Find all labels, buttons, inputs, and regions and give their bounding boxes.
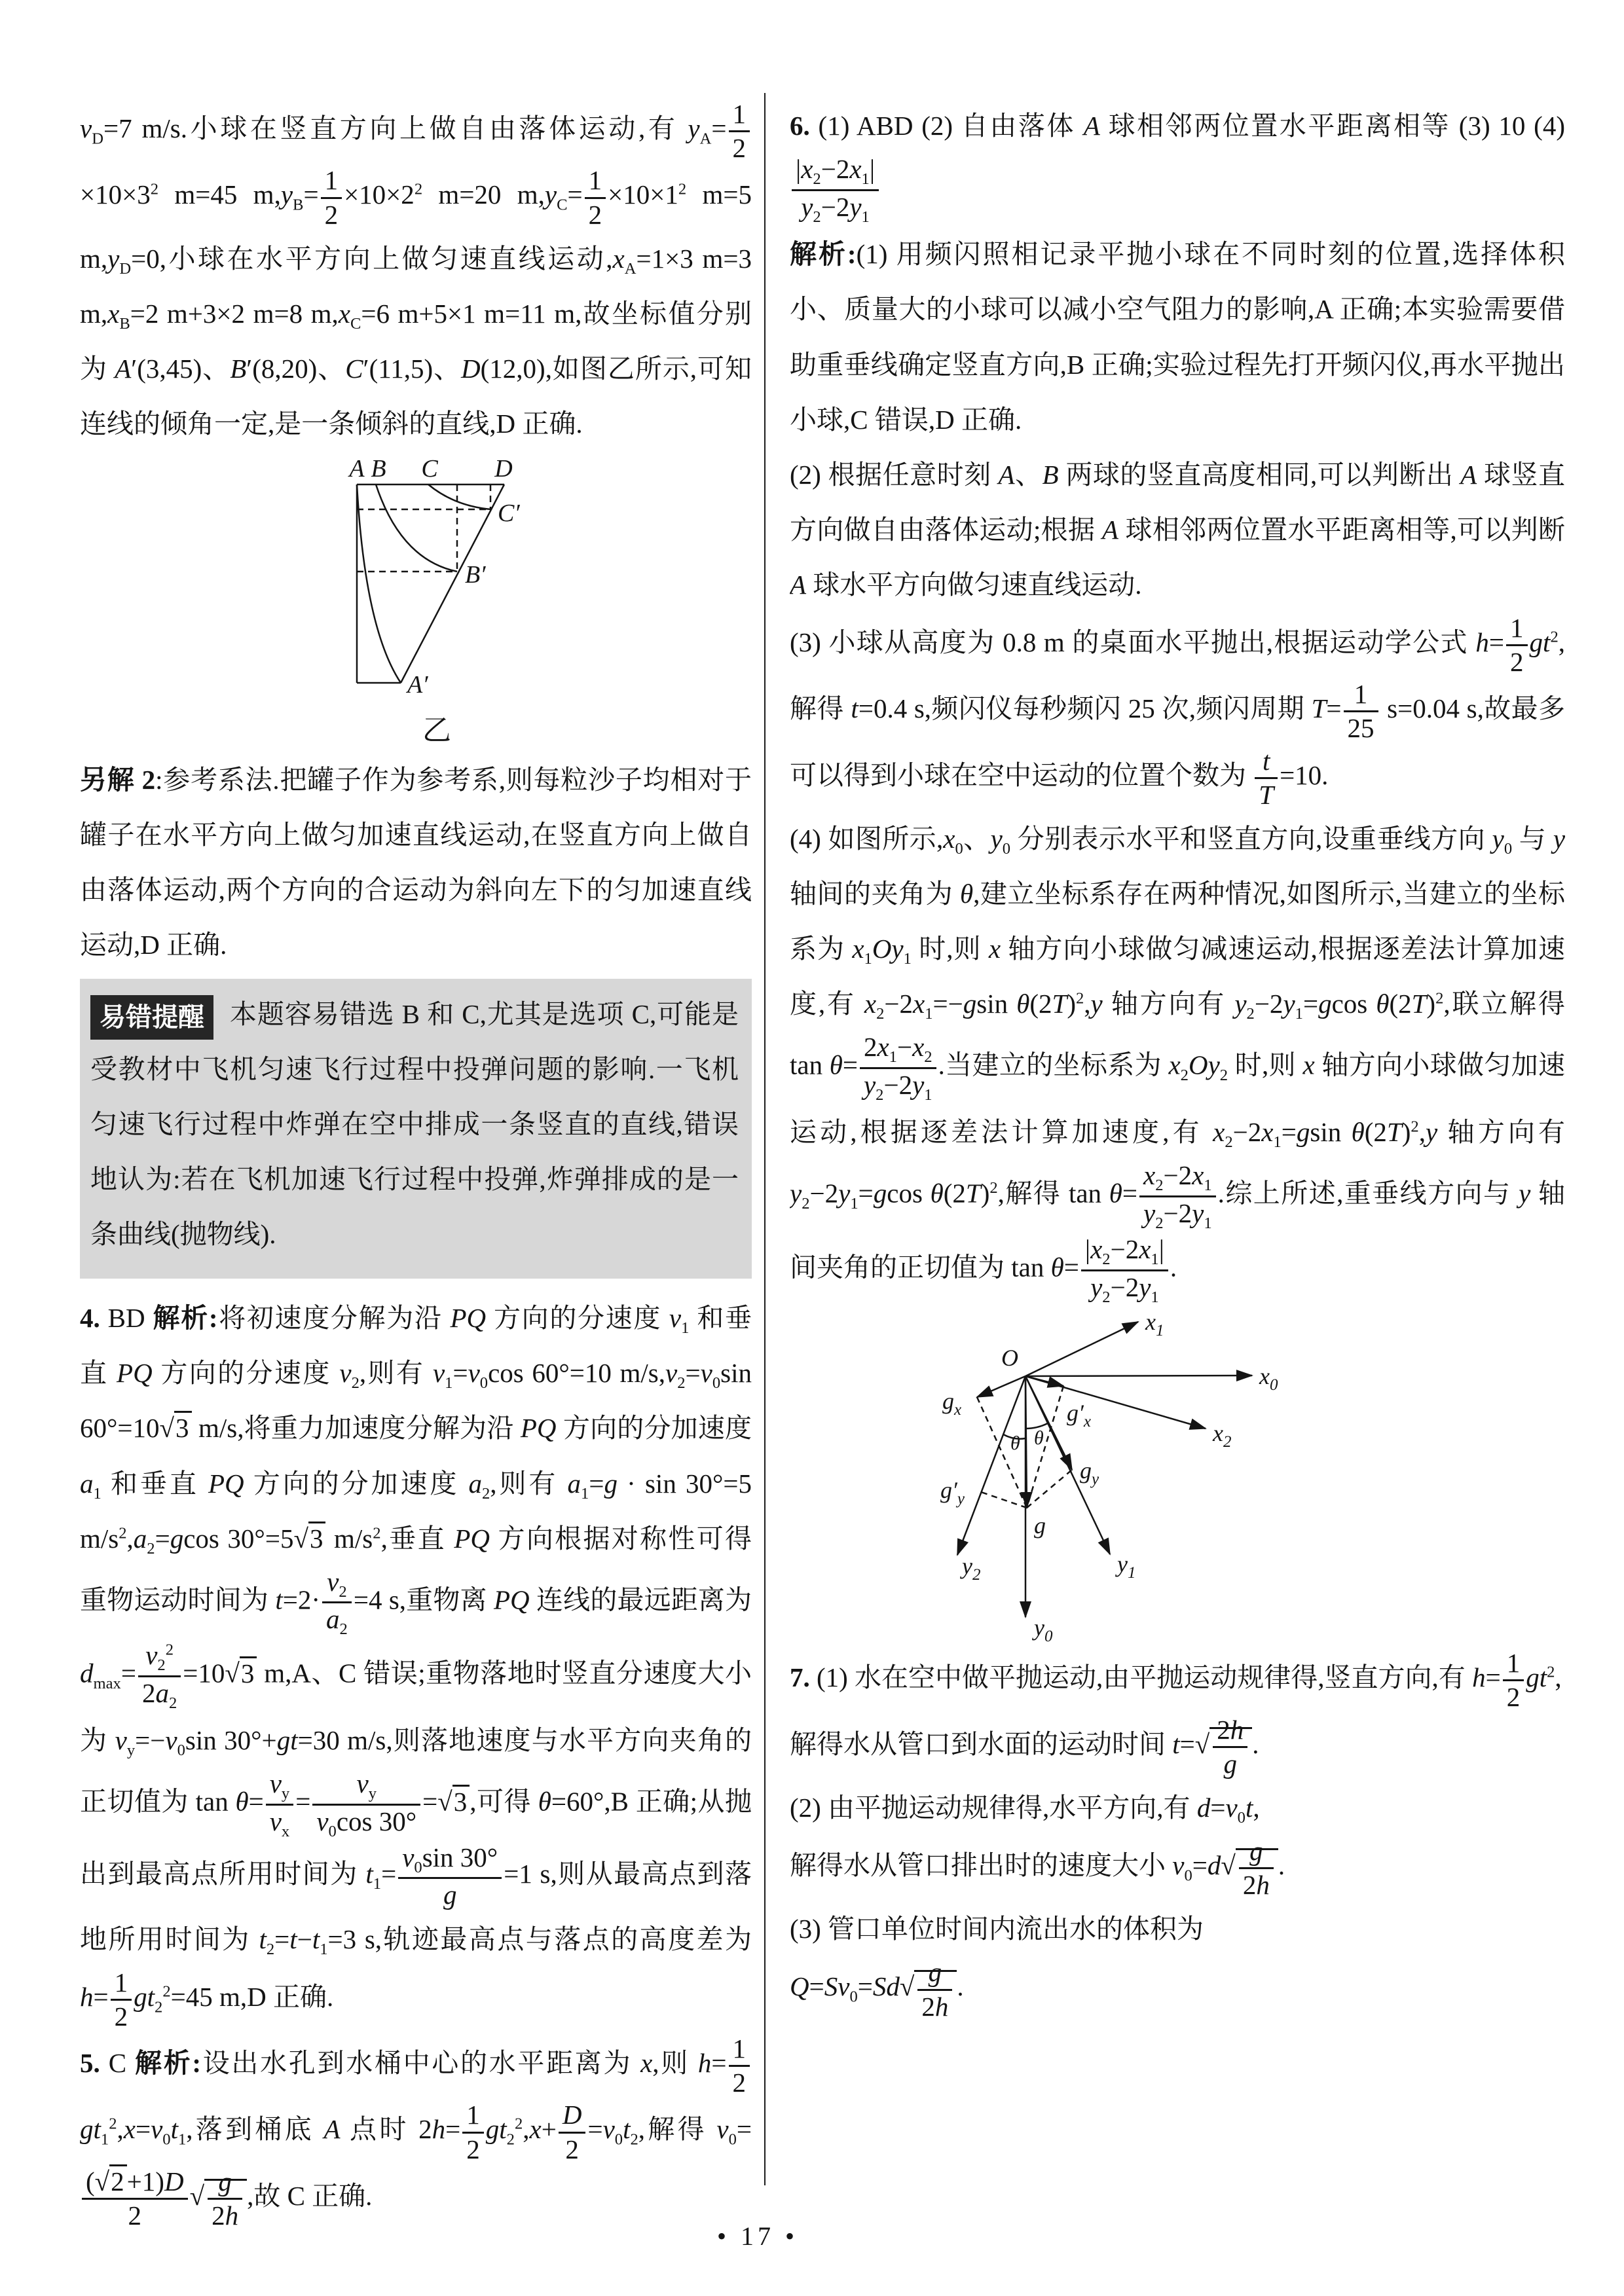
fig-label-A-prime: A′	[407, 670, 428, 699]
fig-label-B: B	[371, 454, 386, 483]
diag-label-g: g	[1034, 1512, 1046, 1539]
diag-label-gx-prime: $g'_x$	[1067, 1400, 1091, 1431]
diag-label-theta1: θ	[1010, 1432, 1020, 1455]
diag-label-x0: $x_0$	[1259, 1363, 1278, 1394]
warning-label: 易错提醒	[90, 995, 213, 1040]
fig-curve-B	[376, 484, 457, 572]
axis-y2	[957, 1376, 1025, 1555]
solution-5: 5. C 解析:设出水孔到水桶中心的水平距离为 x,则 h= $\frac{1}{2}$ $gt_1^2,x=v_0t_1$,落到桶底 A 点时 2h= $\frac{1}{2}$ $gt_2^2,x+$ $\frac{D}{2}$ $=v_0t_2$,解得 $v_0=$ $\frac{(√2+1)D}{2}$ √ $\frac{g}{2h}$ ,故 C 正确.	[80, 2033, 752, 2231]
axis-x1	[1025, 1322, 1138, 1376]
vector-gx-prime	[1025, 1376, 1063, 1386]
solution-7-part3: (3) 管口单位时间内流出水的体积为	[790, 1914, 1204, 1944]
fig-curve-A	[357, 484, 401, 683]
solution-4: 4. BD 解析:将初速度分解为沿 PQ 方向的分速度 $v_1$ 和垂直 PQ 方向的分速度 $v_2$,则有 $v_1=v_0\cos$ 60°=10 $m/s,v_2=v_0\sin$ 60°=10√3 m/s,将重力加速度分解为沿 PQ 方向的分加速度 $a_1$ 和垂直 PQ 方向的分加速度 $a_2$,则有 $a_1=g \cdot \sin 30^\circ=5$ $m/s^2,a_2=gcos$ 30°=5√3 $m/s^2$,垂直 PQ 方向根据对称性可得重物运动时间为 t=2· $\frac{v_2}{a_2}$ =4 s,重物离 PQ 连线的最远距离为 $d_{max}=$ $\frac{v_2^2}{2a_2}$ =10√3 m,A、C 错误;重物落地时竖直分速度大小为 $v_y=-v_0\sin$ 30°+gt=30 m/s,则落地速度与水平方向夹角的正切值为 tan θ= $\frac{v_y}{v_x}$ = $\frac{v_y}{v_0\cos 30^\circ}$ =√3,可得 θ=60°,B 正确;从抛出到最高点所用时间为 $t_1=$ $\frac{v_0\sin 30^\circ}{g}$ =1 s,则从最高点到落地所用时间为 $t_2=t-t_1=3$ s,轨迹最高点与落点的高度差为 h= $\frac{1}{2}$ $gt_2^2=45$ m,D 正确.	[80, 1303, 752, 2032]
solution-6-answers: 6. (1) ABD (2) 自由落体 A 球相邻两位置水平距离相等 (3) 10 (4) $\frac{|x_2-2x_1|}{y_2-2y_1}$	[790, 111, 1565, 226]
fig-curve-C	[428, 484, 491, 509]
alt-solution-2: 另解 2:参考系法.把罐子作为参考系,则每粒沙子均相对于罐子在水平方向上做匀加速直线运动,在竖直方向上做自由落体运动,两个方向的合运动为斜向左下的匀加速直线运动,D 正确.	[80, 764, 752, 960]
fig-label-B-prime: B′	[465, 560, 486, 589]
fig-label-D: D	[494, 454, 513, 483]
fig-label-C-prime: C′	[498, 499, 520, 527]
left-column	[80, 98, 752, 2232]
solution-6-analysis-3: (3) 小球从高度为 0.8 m 的桌面水平抛出,根据运动学公式 h= $\frac{1}{2}$ $gt^2$,解得 t=0.4 s,频闪仪每秒频闪 25 次,频闪周期 T= $\frac{1}{25}$ s=0.04 s,故最多可以得到小球在空中运动的位置个数为 $\frac{t}{T}$ =10.	[790, 612, 1565, 810]
figure-yi	[80, 455, 752, 750]
solution-7-part1: 7. (1) 水在空中做平抛运动,由平抛运动规律得,竖直方向,有 h= $\frac{1}{2}$ $gt^2$,	[790, 1648, 1562, 1713]
solution-7-part2-result: 解得水从管口排出时的速度大小 $v_0=d√$ $\frac{g}{2h}$ .	[790, 1836, 1285, 1901]
fig-label-A: A	[349, 454, 365, 483]
solution-6-analysis-4: (4) 如图所示$,x_0$、$y_0$ 分别表示水平和竖直方向,设重垂线方向 $y_0$ 与 y 轴间的夹角为 θ,建立坐标系存在两种情况,如图所示,当建立的坐标系为 $x_1Oy_1$ 时,则 x 轴方向小球做匀减速运动,根据逐差法计算加速度,有 $x_2-2x_1=-gsin$ $\theta(2T)^2,y$ 轴方向有 $y_2-2y_1=gcos$ $\theta(2T)^2$,联立解得 tan θ= $\frac{2x_1-x_2}{y_2-2y_1}$ .当建立的坐标系为 $x_2Oy_2$ 时,则 x 轴方向小球做匀加速运动,根据逐差法计算加速度,有 $x_2-2x_1=gsin$ $\theta(2T)^2,y$ 轴方向有 $y_2-2y_1=gcos$ $\theta(2T)^2$,解得 tan θ= $\frac{x_2-2x_1}{y_2-2y_1}$ .综上所述,重垂线方向与 y 轴间夹角的正切值为 tan θ= $\frac{|x_2-2x_1|}{y_2-2y_1}$ .	[790, 823, 1565, 1306]
solution-7-part3-result: $Q=Sv_0=Sd√$ $\frac{g}{2h}$ .	[790, 1957, 964, 2022]
diag-label-y0: $y_0$	[1034, 1614, 1053, 1646]
vector-diagram-drawing	[937, 1307, 1304, 1647]
diag-label-x2: $x_2$	[1213, 1420, 1232, 1451]
diag-label-gx: $g_x$	[942, 1388, 962, 1419]
diag-label-gy: $g_y$	[1080, 1457, 1099, 1489]
vector-diagram	[790, 1307, 1565, 1647]
page-number: • 17 •	[717, 2221, 799, 2251]
vector-gy	[1025, 1376, 1072, 1470]
figure-yi-drawing	[342, 455, 538, 750]
solution-6-analysis-1: 解析:(1) 用频闪照相记录平抛小球在不同时刻的位置,选择体积小、质量大的小球可以减小空气阻力的影响,A 正确;本实验需要借助重垂线确定竖直方向,B 正确;实验过程先打开频闪仪,再水平抛出小球,C 错误,D 正确.	[790, 239, 1565, 435]
diag-label-y1: $y_1$	[1117, 1551, 1136, 1582]
diag-label-x1: $x_1$	[1145, 1309, 1164, 1340]
figure-yi-caption: 乙	[422, 714, 451, 746]
dashed-g-to-gy	[1027, 1470, 1072, 1508]
fig-label-C: C	[421, 454, 438, 483]
right-column	[790, 98, 1565, 2232]
error-warning-box	[80, 979, 752, 1279]
solution-7-part1-result: 解得水从管口到水面的运动时间 t=√ $\frac{2h}{g}$ .	[790, 1714, 1259, 1779]
diag-label-theta2: θ	[1034, 1427, 1044, 1449]
diag-label-y2: $y_2$	[962, 1553, 981, 1584]
solution-7-part2: (2) 由平抛运动规律得,水平方向,有 $d=v_0t$,	[790, 1792, 1260, 1827]
solution-3-continued: $v_D=7$ m/s.小球在竖直方向上做自由落体运动,有 $y_A=$ $\frac{1}{2}$ $\times 10\times 3^2$ m=45 $m,y_B=$ $\frac{1}{2}$ $\times 10\times 2^2$ m=20 $m,y_C=$ $\frac{1}{2}$ $\times 10\times 1^2$ m=5 $m,y_D=0$,小球在水平方向上做匀速直线运动$,x_A=1\times 3$ m=3 $m,x_B=2$ m+3×2 m=8 $m,x_C=6$ m+5×1 m=11 m,故坐标值分别为 A′(3,45)、B′(8,20)、C′(11,5)、D(12,0),如图乙所示,可知连线的倾角一定,是一条倾斜的直线,D 正确.	[80, 99, 752, 439]
diag-label-gy-prime: $g'_y$	[940, 1477, 965, 1508]
fig-slant-line	[401, 484, 504, 683]
diag-label-O: O	[1001, 1345, 1018, 1372]
warning-body: 本题容易错选 B 和 C,尤其是选项 C,可能是受教材中飞机匀速飞行过程中投弹问题的影响.一飞机匀速飞行过程中炸弹在空中排成一条竖直的直线,错误地认为:若在飞机加速飞行过程中投弹,炸弹排成的是一条曲线(抛物线).	[90, 999, 739, 1250]
dashed-gxp-to-g	[1027, 1386, 1063, 1508]
column-divider	[764, 93, 766, 2185]
solution-6-analysis-2: (2) 根据任意时刻 A、B 两球的竖直高度相同,可以判断出 A 球竖直方向做自由落体运动;根据 A 球相邻两位置水平距离相等,可以判断 A 球水平方向做匀速直线运动.	[790, 459, 1565, 600]
